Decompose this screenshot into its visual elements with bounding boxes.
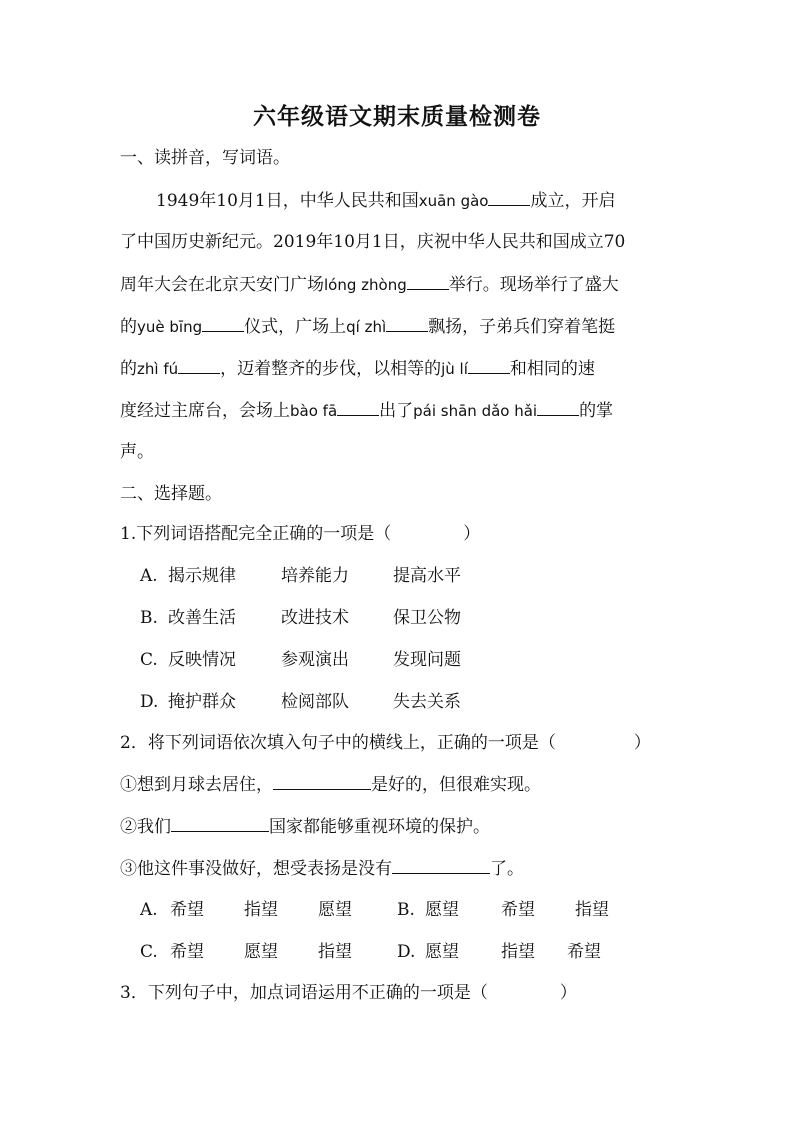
passage-text: 成立，开启 [530, 191, 616, 211]
q2-sentence-3 [120, 856, 524, 881]
option-label: D. [397, 942, 416, 962]
pinyin: pái shān dǎo hǎi [413, 402, 538, 420]
passage-text: 和相同的速 [509, 359, 595, 379]
passage-text: ，迈着整齐的步伐，以相等的 [220, 359, 442, 379]
option-label: C. [140, 650, 158, 670]
passage-text: 度经过主席台，会场上 [120, 401, 290, 421]
paren-close: ） [463, 524, 481, 544]
passage-text: 声。 [120, 442, 154, 462]
pinyin: lóng zhòng [324, 276, 407, 294]
answer-blank[interactable] [178, 356, 220, 374]
question-3-stem [120, 981, 577, 1005]
q2-option-a[interactable] [140, 898, 352, 922]
option-word: 改进技术 [281, 608, 349, 628]
answer-blank[interactable] [407, 272, 449, 290]
answer-blank[interactable] [386, 314, 428, 332]
passage-text: 的 [120, 317, 137, 337]
option-word: 检阅部队 [281, 692, 349, 712]
option-word: 发现问题 [393, 650, 461, 670]
sentence-text: ②我们 [120, 817, 171, 837]
option-label: B. [397, 900, 415, 920]
sentence-text: 国家都能够重视环境的保护。 [269, 817, 490, 837]
answer-blank[interactable] [273, 772, 371, 790]
passage-text: 的掌 [579, 401, 614, 421]
answer-blank[interactable] [171, 814, 269, 832]
passage-text: 仪式，广场上 [244, 317, 347, 337]
option-word: 失去关系 [393, 692, 461, 712]
pinyin: jù lí [441, 360, 468, 378]
option-word: 提高水平 [393, 566, 461, 586]
section2-heading: 二、选择题。 [120, 484, 222, 504]
option-word: 希望 [170, 942, 204, 962]
option-label: B. [140, 608, 158, 628]
option-word: 培养能力 [281, 566, 349, 586]
option-word: 掩护群众 [168, 692, 236, 712]
q1-option-d[interactable] [140, 690, 461, 714]
option-word: 希望 [501, 900, 535, 920]
q1-option-a[interactable] [140, 564, 461, 588]
option-label: A. [140, 900, 158, 920]
answer-blank[interactable] [392, 856, 490, 874]
option-word: 改善生活 [168, 608, 236, 628]
question-text: 1.下列词语搭配完全正确的一项是（ [120, 524, 392, 544]
pinyin: xuān gào [418, 192, 489, 210]
option-word: 指望 [501, 942, 535, 962]
pinyin: yuè bīng [137, 318, 203, 336]
passage-text: 出了 [379, 401, 414, 421]
q2-option-b[interactable] [397, 898, 609, 922]
option-word: 愿望 [244, 942, 278, 962]
q2-option-c[interactable] [140, 940, 352, 964]
passage-text: 1949年10月1日，中华人民共和国 [156, 191, 419, 211]
passage-line-5 [120, 356, 595, 381]
option-label: A. [140, 566, 158, 586]
option-word: 揭示规律 [168, 566, 236, 586]
pinyin: bào fā [290, 402, 338, 420]
q1-option-b[interactable] [140, 606, 461, 630]
option-word: 愿望 [318, 900, 352, 920]
question-2-stem [120, 731, 651, 755]
passage-text: 了中国历史新纪元。2019年10月1日，庆祝中华人民共和国成立70 [120, 232, 626, 252]
pinyin: qí zhì [346, 318, 387, 336]
answer-blank[interactable] [468, 356, 510, 374]
passage-line-6 [120, 398, 613, 423]
q2-sentence-2 [120, 814, 490, 839]
option-word: 愿望 [425, 942, 459, 962]
passage-line-1 [156, 188, 615, 213]
option-word: 指望 [244, 900, 278, 920]
option-label: D. [140, 692, 159, 712]
question-1-stem [120, 522, 480, 546]
q2-option-d[interactable] [397, 940, 601, 964]
sentence-text: 了。 [490, 859, 524, 879]
option-word: 指望 [318, 942, 352, 962]
question-text: 3．下列句子中，加点词语运用不正确的一项是（ [120, 983, 488, 1003]
sentence-text: ①想到月球去居住， [120, 775, 273, 795]
option-word: 反映情况 [168, 650, 236, 670]
option-word: 愿望 [425, 900, 459, 920]
option-word: 指望 [575, 900, 609, 920]
answer-blank[interactable] [537, 398, 579, 416]
passage-text: 周年大会在北京天安门广场 [120, 275, 324, 295]
paren-close: ） [633, 733, 651, 753]
page-title: 六年级语文期末质量检测卷 [253, 104, 541, 130]
answer-blank[interactable] [202, 314, 244, 332]
question-text: 2．将下列词语依次填入句子中的横线上，正确的一项是（ [120, 733, 556, 753]
passage-line-3 [120, 272, 619, 297]
option-label: C. [140, 942, 158, 962]
option-word: 希望 [170, 900, 204, 920]
option-word: 希望 [567, 942, 601, 962]
passage-text: 举行。现场举行了盛大 [448, 275, 619, 295]
q2-sentence-1 [120, 772, 541, 797]
passage-line-4 [120, 314, 615, 339]
answer-blank[interactable] [337, 398, 379, 416]
passage-text: 的 [120, 359, 137, 379]
passage-text: 飘扬，子弟兵们穿着笔挺 [428, 317, 616, 337]
passage-line-7 [120, 440, 154, 464]
option-word: 参观演出 [281, 650, 349, 670]
answer-blank[interactable] [488, 188, 530, 206]
q1-option-c[interactable] [140, 648, 461, 672]
paren-close: ） [559, 983, 577, 1003]
section1-heading: 一、读拼音，写词语。 [120, 148, 290, 168]
pinyin: zhì fú [137, 360, 179, 378]
option-word: 保卫公物 [393, 608, 461, 628]
sentence-text: 是好的，但很难实现。 [371, 775, 541, 795]
passage-line-2 [120, 230, 625, 254]
sentence-text: ③他这件事没做好，想受表扬是没有 [120, 859, 392, 879]
